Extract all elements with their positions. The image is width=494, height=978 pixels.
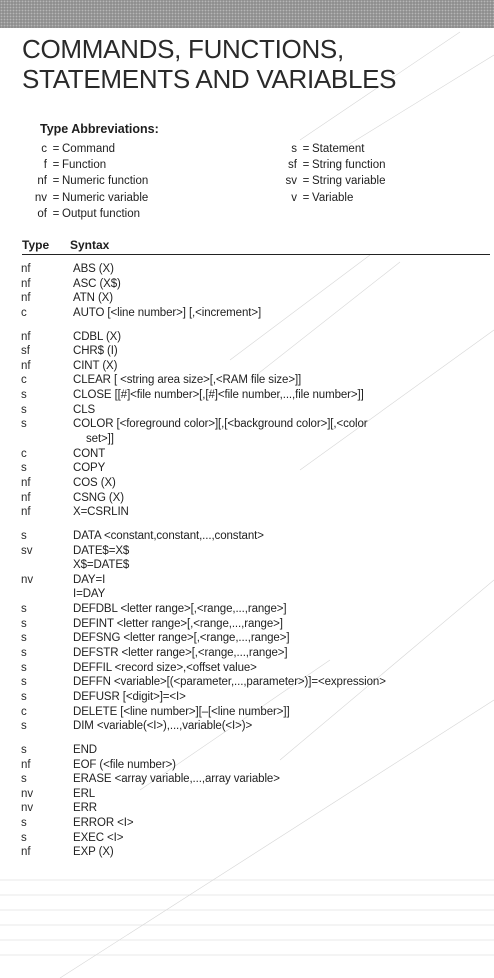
row-type: nf [21,758,31,771]
row-syntax: ATN (X) [73,292,113,305]
abbreviation-item [0,141,148,157]
table-row [0,758,494,773]
row-type: c [21,705,27,718]
table-row [0,743,494,758]
row-syntax: X=CSRLIN [73,506,129,519]
row-type: s [21,743,27,756]
row-type: nf [21,506,31,519]
table-row [0,476,494,491]
row-type: nv [21,573,34,586]
row-syntax: EOF (<file number>) [73,758,176,771]
table-row [0,573,494,588]
row-syntax: DIM <variable(<I>),...,variable(<I>)> [73,720,253,733]
row-syntax: DEFFIL <record size>,<offset value> [73,661,257,674]
row-syntax: I=DAY [73,588,106,601]
abbreviation-label: Statement [312,143,365,155]
abbreviation-item [0,173,148,189]
row-syntax: CINT (X) [73,359,118,372]
column-header-type: Type [22,238,50,252]
table-row [0,461,494,476]
abbreviation-item [0,157,148,173]
table-row [0,587,494,602]
row-type: c [21,306,27,319]
table-row [0,801,494,816]
abbreviation-equals: = [52,159,60,172]
abbreviation-label: Function [62,159,107,172]
row-syntax: ERROR <I> [73,817,134,830]
abbreviation-item [238,190,386,206]
row-syntax: DEFSTR <letter range>[,<range,...,range>] [73,647,288,660]
row-syntax: CLEAR [ <string area size>[,<RAM file size>]] [73,374,302,387]
table-header [22,234,490,255]
page-title-line-1: COMMANDS, FUNCTIONS, [22,34,344,64]
row-syntax: EXEC <I> [73,831,124,844]
abbreviation-key: sv [285,175,297,188]
abbreviation-key: c [41,143,47,155]
row-syntax: DEFINT <letter range>[,<range,...,range>] [73,617,283,630]
table-row [0,617,494,632]
row-type: nf [21,263,31,275]
row-syntax: CDBL (X) [73,330,121,343]
row-type: s [21,603,27,616]
table-row [0,602,494,617]
abbreviation-key: nv [34,191,47,204]
row-syntax: EXP (X) [73,846,114,859]
table-row [0,505,494,520]
row-type: nf [21,476,31,489]
table-row [0,675,494,690]
abbreviation-label: Numeric function [62,175,149,188]
table-row [0,558,494,573]
row-syntax: set>]] [86,433,114,446]
abbreviation-label: String variable [312,175,386,188]
row-type: s [21,632,27,645]
row-type: nf [21,359,31,372]
abbreviation-key: sf [288,159,297,172]
abbreviation-label: Variable [312,191,354,204]
table-row [0,432,494,447]
abbreviation-key: v [291,191,297,204]
table-row [0,403,494,418]
table-row [0,330,494,345]
abbreviation-equals: = [302,191,310,204]
table-row [0,291,494,306]
row-syntax: ABS (X) [73,263,114,275]
row-syntax: AUTO [<line number>] [,<increment>] [73,306,262,319]
table-row [0,277,494,292]
row-type: s [21,529,27,542]
row-syntax: CSNG (X) [73,491,124,504]
abbreviation-label: Output function [62,207,140,220]
row-syntax: COPY [73,462,106,475]
abbreviation-item [238,141,386,157]
table-row [0,787,494,802]
group-spacer [0,520,494,529]
row-type: s [21,720,27,733]
row-type: nf [21,292,31,305]
row-type: s [21,773,27,786]
row-type: c [21,447,27,460]
row-type: nf [21,491,31,504]
row-type: s [21,817,27,830]
abbreviation-key: f [43,159,47,172]
table-row [0,719,494,734]
row-type: sv [21,544,33,557]
syntax-table [0,262,494,860]
table-row [0,661,494,676]
table-row [0,262,494,277]
abbreviation-item [0,190,148,206]
row-syntax: CONT [73,447,106,460]
abbreviation-equals: = [302,159,310,172]
abbreviation-equals: = [302,175,310,188]
row-syntax: DEFDBL <letter range>[,<range,...,range>] [73,603,287,616]
row-syntax: CLOSE [[#]<file number>[,[#]<file number,...,file number>]] [73,389,364,402]
table-row [0,491,494,506]
row-syntax: DATE$=X$ [73,544,130,557]
row-type: nf [21,277,31,290]
table-row [0,690,494,705]
row-syntax: CLS [73,403,96,416]
abbreviation-equals: = [302,143,310,155]
row-type: s [21,462,27,475]
table-row [0,373,494,388]
abbreviation-item [238,157,386,173]
row-syntax: ERR [73,802,97,815]
abbreviation-item [0,206,148,222]
row-syntax: END [73,743,97,756]
page-title-line-2: STATEMENTS AND VARIABLES [22,64,397,94]
table-row [0,359,494,374]
column-header-syntax: Syntax [70,238,110,252]
row-syntax: DAY=I [73,573,106,586]
row-syntax: ERL [73,787,96,800]
row-type: s [21,831,27,844]
table-row [0,845,494,860]
row-type: s [21,661,27,674]
group-spacer [0,321,494,330]
abbreviations-right-column [238,141,386,206]
row-syntax: COLOR [<foreground color>][,[<background color>][,<color [73,418,368,431]
row-syntax: CHR$ (I) [73,345,118,358]
table-row [0,544,494,559]
abbreviation-label: Command [62,143,116,155]
row-syntax: DATA <constant,constant,...,constant> [73,529,264,542]
abbreviation-equals: = [52,143,60,155]
row-syntax: DEFSNG <letter range>[,<range,...,range>] [73,632,290,645]
table-row [0,816,494,831]
abbreviation-equals: = [52,207,60,220]
abbreviation-item [238,173,386,189]
table-row [0,705,494,720]
table-row [0,417,494,432]
row-type: s [21,617,27,630]
table-row [0,388,494,403]
abbreviation-equals: = [52,175,60,188]
row-type: nv [21,787,34,800]
abbreviation-key: of [37,207,47,220]
row-syntax: ERASE <array variable,...,array variable> [73,773,280,786]
table-row [0,631,494,646]
row-type: s [21,403,27,416]
abbreviation-key: nf [37,175,47,188]
row-syntax: COS (X) [73,476,116,489]
row-type: nf [21,846,31,859]
row-type: s [21,690,27,703]
row-syntax: DELETE [<line number>][–[<line number>]] [73,705,290,718]
row-type: c [21,374,27,387]
row-type: nf [21,330,31,343]
table-row [0,447,494,462]
abbreviation-label: Numeric variable [62,191,149,204]
row-syntax: X$=DATE$ [73,559,130,572]
table-row [0,344,494,359]
abbreviations-heading: Type Abbreviations: [40,122,159,136]
header-band [0,0,494,28]
table-row [0,529,494,544]
group-spacer [0,734,494,743]
abbreviation-key: s [291,143,297,155]
row-type: s [21,676,27,689]
table-row [0,831,494,846]
row-type: s [21,647,27,660]
table-row [0,306,494,321]
row-type: sf [21,345,30,358]
abbreviation-label: String function [312,159,386,172]
row-type: s [21,418,27,431]
abbreviations-left-column [0,141,148,222]
table-row [0,772,494,787]
row-syntax: DEFFN <variable>[(<parameter,...,parameter>)]=<expression> [73,676,386,689]
row-type: s [21,389,27,402]
row-syntax: ASC (X$) [73,277,121,290]
row-syntax: DEFUSR [<digit>]=<I> [73,690,186,703]
table-row [0,646,494,661]
row-type: nv [21,802,34,815]
page-title [22,34,396,94]
abbreviation-equals: = [52,191,60,204]
